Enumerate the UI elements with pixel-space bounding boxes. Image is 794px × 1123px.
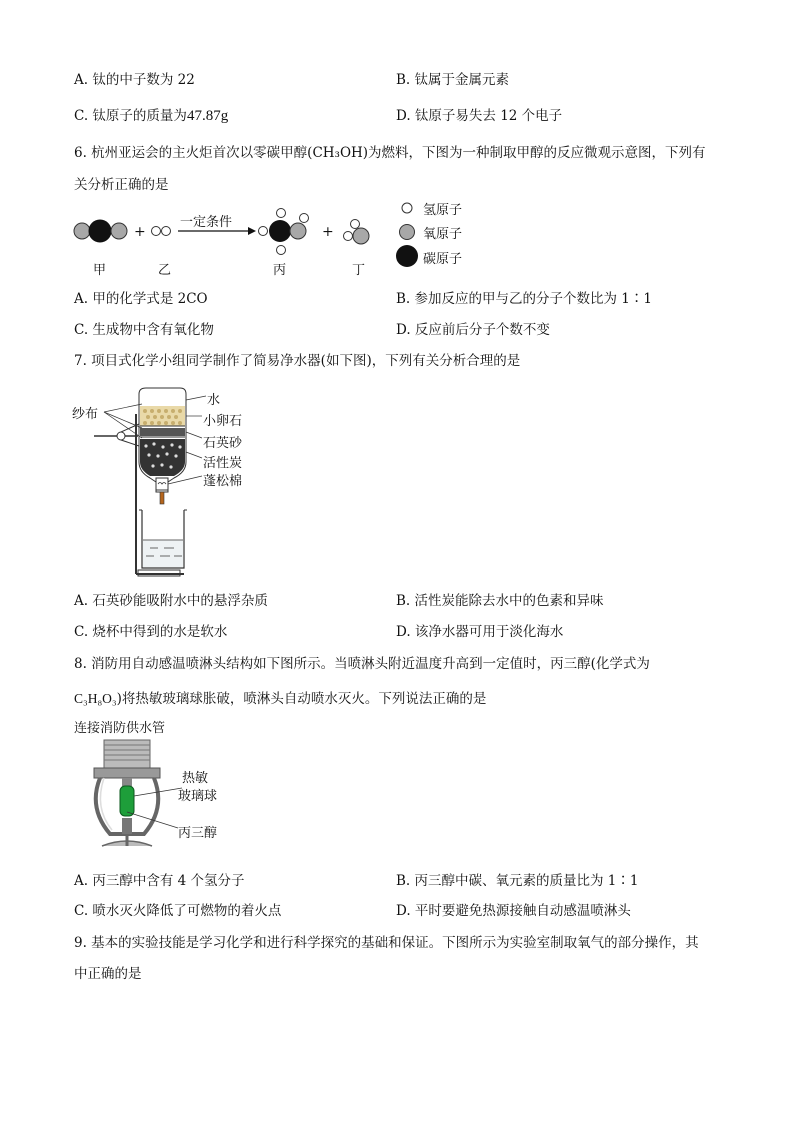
label-bing: 丙 xyxy=(273,263,287,278)
q5-option-c xyxy=(74,104,228,125)
legend-oxygen: 氧原子 xyxy=(423,227,463,242)
carbon-legend-icon xyxy=(396,245,418,267)
label-glass-bulb: 玻璃球 xyxy=(178,789,218,804)
glycerol-formula: C₃H₈O₃ xyxy=(74,691,117,706)
q6-option-b: B. 参加反应的甲与乙的分子个数比为 1∶1 xyxy=(396,291,652,307)
q7-stem: 7. 项目式化学小组同学制作了简易净水器(如下图)，下列有关分析合理的是 xyxy=(74,353,521,369)
q8-option-a: A. 丙三醇中含有 4 个氢分子 xyxy=(74,873,245,889)
q6-option-c: C. 生成物中含有氧化物 xyxy=(74,322,214,338)
label-gauze: 纱布 xyxy=(72,407,99,422)
label-cotton: 蓬松棉 xyxy=(203,474,243,489)
hydrogen-legend-icon xyxy=(402,203,412,213)
label-yi: 乙 xyxy=(158,263,172,278)
q5-option-a: A. 钛的中子数为 22 xyxy=(74,72,195,88)
molecule-yi xyxy=(152,227,171,236)
q5-option-b: B. 钛属于金属元素 xyxy=(396,72,510,88)
q6-option-a: A. 甲的化学式是 2CO xyxy=(74,291,208,307)
q7-option-c: C. 烧杯中得到的水是软水 xyxy=(74,624,228,640)
q7-option-a: A. 石英砂能吸附水中的悬浮杂质 xyxy=(74,593,268,609)
oxygen-legend-icon xyxy=(400,225,415,240)
q8-stem-line1: 8. 消防用自动感温喷淋头结构如下图所示。当喷淋头附近温度升高到一定值时，丙三醇(化学式为 xyxy=(74,656,650,672)
sprinkler-figure xyxy=(82,738,242,860)
q8-stem-line2-text: )将热敏玻璃球胀破，喷淋头自动喷水灭火。下列说法正确的是 xyxy=(116,691,487,707)
q5-option-d: D. 钛原子易失去 12 个电子 xyxy=(396,108,563,124)
q7-option-d: D. 该净水器可用于淡化海水 xyxy=(396,624,564,640)
molecule-bing xyxy=(259,209,309,255)
q8-stem-line2 xyxy=(74,687,486,707)
q6-option-d: D. 反应前后分子个数不变 xyxy=(396,322,550,338)
label-water-pipe: 连接消防供水管 xyxy=(74,721,166,736)
q6-stem-line2: 关分析正确的是 xyxy=(74,177,169,193)
label-jia: 甲 xyxy=(93,263,107,278)
label-activated-carbon: 活性炭 xyxy=(203,456,243,471)
atom-legend xyxy=(393,198,423,268)
q9-stem-line1: 9. 基本的实验技能是学习化学和进行科学探究的基础和保证。下图所示为实验室制取氧气的部分操作，其 xyxy=(74,935,699,951)
q7-option-b: B. 活性炭能除去水中的色素和异味 xyxy=(396,593,604,609)
q6-stem-line1: 6. 杭州亚运会的主火炬首次以零碳甲醇(CH₃OH)为燃料，下图为一种制取甲醇的反应微观示意图，下列有 xyxy=(74,145,706,161)
q5-option-c-text: C. 钛原子的质量为 xyxy=(74,108,187,124)
q8-option-c: C. 喷水灭火降低了可燃物的着火点 xyxy=(74,903,282,919)
q9-stem-line2: 中正确的是 xyxy=(74,966,142,982)
q8-option-b: B. 丙三醇中碳、氧元素的质量比为 1∶1 xyxy=(396,873,639,889)
label-heat-sensitive: 热敏 xyxy=(182,771,209,786)
label-pebble: 小卵石 xyxy=(203,414,243,429)
legend-hydrogen: 氢原子 xyxy=(423,203,463,218)
legend-carbon: 碳原子 xyxy=(423,252,463,267)
q5-option-c-value: 47.87g xyxy=(186,108,229,124)
arrow-condition-label: 一定条件 xyxy=(180,215,233,230)
label-ding: 丁 xyxy=(352,263,366,278)
label-glycerol: 丙三醇 xyxy=(178,826,218,841)
molecule-jia xyxy=(74,220,127,242)
molecule-ding xyxy=(344,220,370,245)
plus-sign-1: + xyxy=(134,224,146,240)
q8-option-d: D. 平时要避免热源接触自动感温喷淋头 xyxy=(396,903,631,919)
label-water: 水 xyxy=(207,393,221,408)
label-quartz-sand: 石英砂 xyxy=(203,436,243,451)
plus-sign-2: + xyxy=(322,224,334,240)
